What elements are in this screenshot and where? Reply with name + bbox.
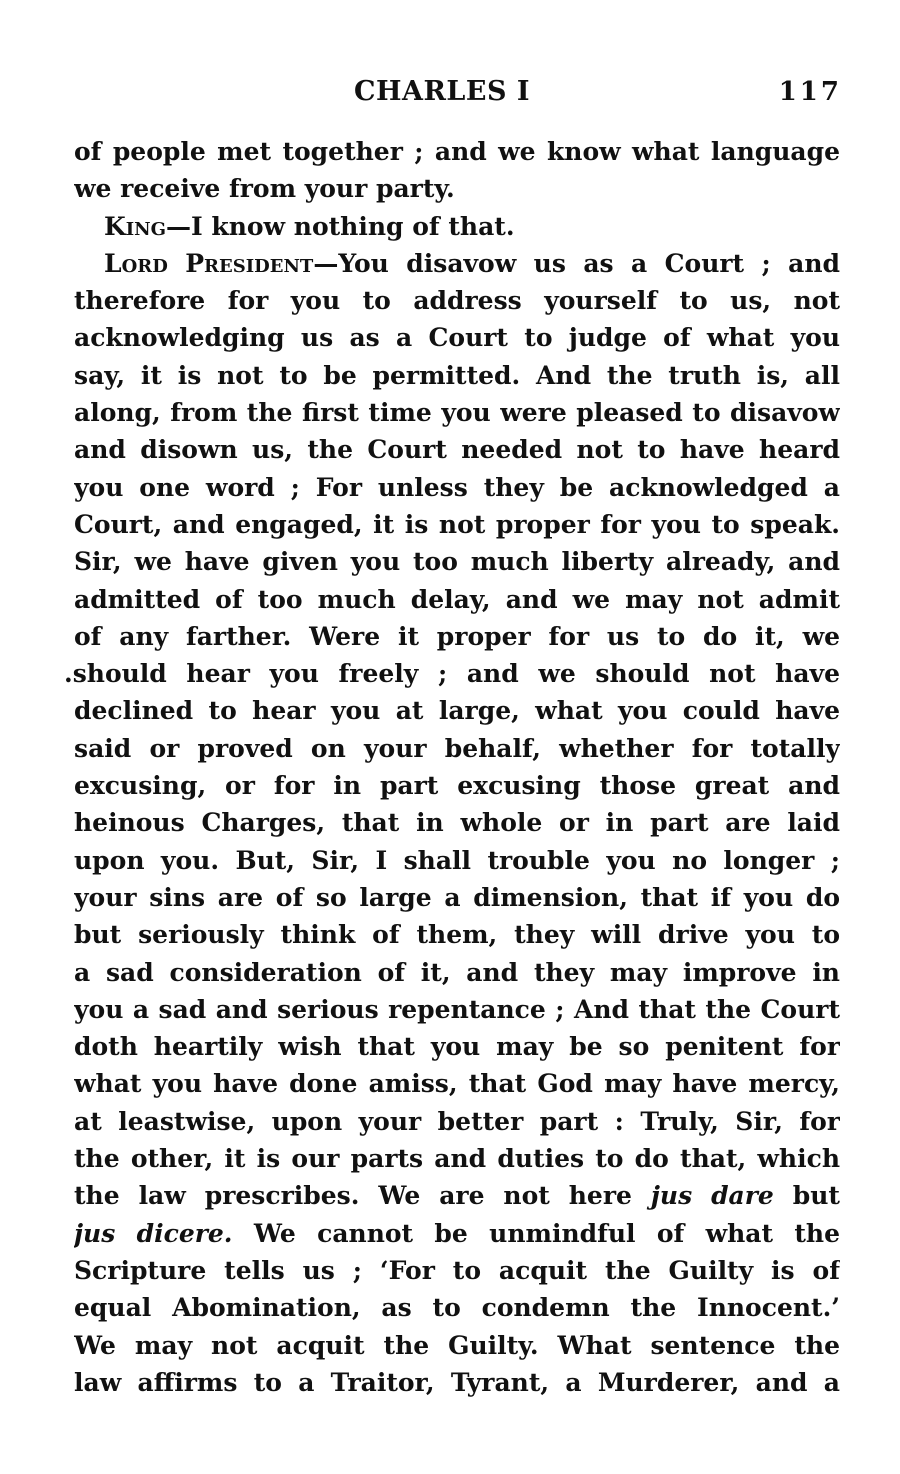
speech-text: —You disavow us as a Court ; and <box>313 248 840 278</box>
latin-phrase-jus-dicere: jus dicere. <box>74 1218 233 1248</box>
text-line: say, it is not to be permitted. And the truth is, all <box>74 360 840 390</box>
latin-phrase-jus-dare: jus dare <box>650 1181 774 1211</box>
text-line: what you have done amiss, that God may have mercy, <box>74 1069 840 1099</box>
text-line <box>74 1177 840 1214</box>
text-line: We may not acquit the Guilty. What sentence the <box>74 1330 840 1360</box>
text-line: therefore for you to address yourself to us, not <box>74 286 840 316</box>
text-line: you one word ; For unless they be acknowledged a <box>74 472 840 502</box>
text-line: law affirms to a Traitor, Tyrant, a Murderer, and a <box>74 1367 840 1397</box>
text-line: and disown us, the Court needed not to have heard <box>74 435 840 465</box>
text-line: you a sad and serious repentance ; And that the Court <box>74 994 840 1024</box>
page-number: 117 <box>778 77 842 107</box>
text-line: admitted of too much delay, and we may not admit <box>74 584 840 614</box>
speaker-name-king: King <box>104 211 166 241</box>
text-line: of people met together ; and we know what language <box>74 137 840 166</box>
text-line <box>74 1215 840 1252</box>
running-head-title: CHARLES I <box>354 76 530 107</box>
text-line: Sir, we have given you too much liberty already, and <box>74 547 840 577</box>
text-line: the other, it is our parts and duties to do that, which <box>74 1144 840 1174</box>
running-head <box>0 72 900 112</box>
text-line: your sins are of so large a dimension, that if you do <box>74 882 840 912</box>
text-line: said or proved on your behalf, whether for totally <box>74 733 840 763</box>
text-segment: but <box>773 1181 840 1211</box>
text-line: declined to hear you at large, what you could have <box>74 696 840 726</box>
text-line: heinous Charges, that in whole or in part are laid <box>74 808 840 838</box>
text-line: Court, and engaged, it is not proper for you to speak. <box>74 509 840 539</box>
text-line: upon you. But, Sir, I shall trouble you no longer ; <box>74 845 840 875</box>
text-segment: the law prescribes. We are not here <box>74 1181 651 1211</box>
text-line <box>74 245 840 282</box>
text-line: at leastwise, upon your better part : Truly, Sir, for <box>74 1106 840 1136</box>
text-line: Scripture tells us ; ‘For to acquit the Guilty is of <box>74 1255 840 1285</box>
text-line: but seriously think of them, they will drive you to <box>74 920 840 950</box>
text-line: doth heartily wish that you may be so penitent for <box>74 1032 840 1062</box>
text-line: a sad consideration of it, and they may improve in <box>74 957 840 987</box>
speech-text: —I know nothing of that. <box>165 211 515 241</box>
text-line: .should hear you freely ; and we should not have <box>64 659 840 689</box>
text-segment: We cannot be unmindful of what the <box>232 1218 840 1248</box>
text-line: along, from the first time you were pleased to disavow <box>74 398 840 428</box>
speaker-name-lord-president: Lord President <box>104 248 314 278</box>
text-line: equal Abomination, as to condemn the Innocent.’ <box>74 1293 840 1323</box>
text-line: excusing, or for in part excusing those great and <box>74 771 840 801</box>
body-text <box>64 133 840 1401</box>
text-line: of any farther. Were it proper for us to do it, we <box>74 621 840 651</box>
text-line: acknowledging us as a Court to judge of what you <box>74 323 840 353</box>
text-line <box>74 208 840 245</box>
text-line: we receive from your party. <box>74 174 455 204</box>
